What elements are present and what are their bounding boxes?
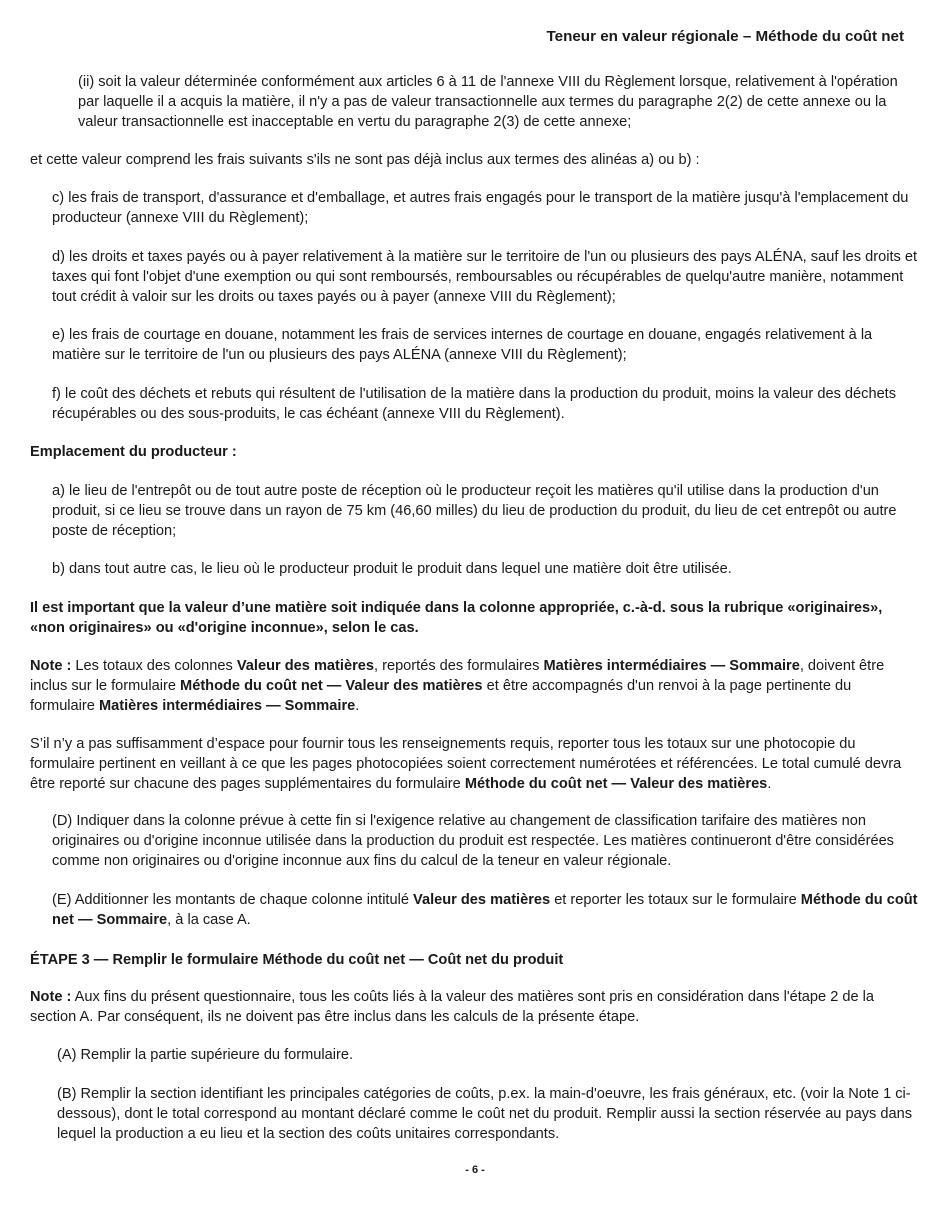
paragraph-frais-intro: et cette valeur comprend les frais suivants s'ils ne sont pas déjà inclus aux termes des alinéas a) ou b) : <box>30 152 700 168</box>
paragraph-B: (B) Remplir la section identifiant les principales catégories de coûts, p.ex. la main-d'oeuvre, les frais généraux, etc. (voir la Note 1 ci-dessous), dont le total correspond au montant déclaré comme le coût net du produit. Remplir aussi la section réservée au pays dans lequel la production a eu lieu et la section des coûts unitaires correspondants. <box>57 1086 913 1142</box>
paragraph-d: d) les droits et taxes payés ou à payer relativement à la matière sur le territoire de l'un ou plusieurs des pays ALÉNA, sauf les droits et taxes qui font l'objet d'une exemption ou qui sont remboursés, remboursables ou récupérables de quelqu'autre manière, notamment tout crédit à valoir sur les droits ou taxes payés ou à payer (annexe VIII du Règlement); <box>52 249 918 305</box>
paragraph-e: e) les frais de courtage en douane, notamment les frais de services internes de courtage en douane, engagés relativement à la matière sur le territoire de l'un ou plusieurs des pays ALÉNA (annexe VIII du Règlement); <box>52 327 873 363</box>
paragraph-important: Il est important que la valeur d’une matière soit indiquée dans la colonne appropriée, c.-à-d. sous la rubrique «originaires», «non originaires» ou «d'origine inconnue», selon le cas. <box>30 600 883 636</box>
heading-emplacement: Emplacement du producteur : <box>30 444 237 460</box>
paragraph-f: f) le coût des déchets et rebuts qui résultent de l'utilisation de la matière dans la production du produit, moins la valeur des déchets récupérables ou des sous-produits, le cas échéant (annexe VIII du Règlement). <box>52 386 897 422</box>
paragraph-emplacement-b: b) dans tout autre cas, le lieu où le producteur produit le produit dans lequel une matière doit être utilisée. <box>52 561 732 577</box>
paragraph-note-1: Note : Les totaux des colonnes Valeur des matières, reportés des formulaires Matières intermédiaires — Sommaire, doivent être inclus sur le formulaire Méthode du coût net — Valeur des matières et être accompagnés d'un renvoi à la page pertinente du formulaire Matières intermédiaires — Sommaire. <box>30 658 885 714</box>
paragraph-espace: S’il n’y a pas suffisamment d’espace pour fournir tous les renseignements requis, reporter tous les totaux sur une photocopie du formulaire pertinent en veillant à ce que les pages photocopiées soient correctement numérotées et référencées. Le total cumulé devra être reporté sur chacune des pages supplémentaires du formulaire Méthode du coût net — Valeur des matières. <box>30 736 902 792</box>
paragraph-A: (A) Remplir la partie supérieure du formulaire. <box>57 1047 354 1063</box>
paragraph-E: (E) Additionner les montants de chaque colonne intitulé Valeur des matières et reporter les totaux sur le formulaire Méthode du coût net — Sommaire, à la case A. <box>52 892 918 928</box>
paragraph-c: c) les frais de transport, d'assurance et d'emballage, et autres frais engagés pour le transport de la matière jusqu'à l'emplacement du producteur (annexe VIII du Règlement); <box>52 190 909 226</box>
note-label: Note : <box>30 989 72 1005</box>
page-header-title: Teneur en valeur régionale – Méthode du coût net <box>546 28 904 45</box>
heading-etape-3: ÉTAPE 3 — Remplir le formulaire Méthode du coût net — Coût net du produit <box>30 952 564 968</box>
page-number: - 6 - <box>465 1164 485 1176</box>
paragraph-emplacement-a: a) le lieu de l'entrepôt ou de tout autre poste de réception où le producteur reçoit les matières qu'il utilise dans la production d'un produit, si ce lieu se trouve dans un rayon de 75 km (46,60 milles) du lieu de production du produit, du lieu de cet entrepôt ou autre poste de réception; <box>52 483 897 539</box>
paragraph-ii: (ii) soit la valeur déterminée conformément aux articles 6 à 11 de l'annexe VIII du Règlement lorsque, relativement à l'opération par laquelle il a acquis la matière, il n'y a pas de valeur transactionnelle aux termes du paragraphe 2(2) de cette annexe ou la valeur transactionnelle est inacceptable en vertu du paragraphe 2(3) de cette annexe; <box>78 74 898 130</box>
note-label: Note : <box>30 658 72 674</box>
paragraph-D: (D) Indiquer dans la colonne prévue à cette fin si l'exigence relative au changement de classification tarifaire des matières non originaires ou d'origine inconnue utilisée dans la production du produit est respectée. Les matières continueront d'être considérées comme non originaires ou d'origine inconnue aux fins du calcul de la teneur en valeur régionale. <box>52 813 894 869</box>
paragraph-note-2: Note : Aux fins du présent questionnaire, tous les coûts liés à la valeur des matières sont pris en considération dans l'étape 2 de la section A. Par conséquent, ils ne doivent pas être inclus dans les calculs de la présente étape. <box>30 989 875 1025</box>
